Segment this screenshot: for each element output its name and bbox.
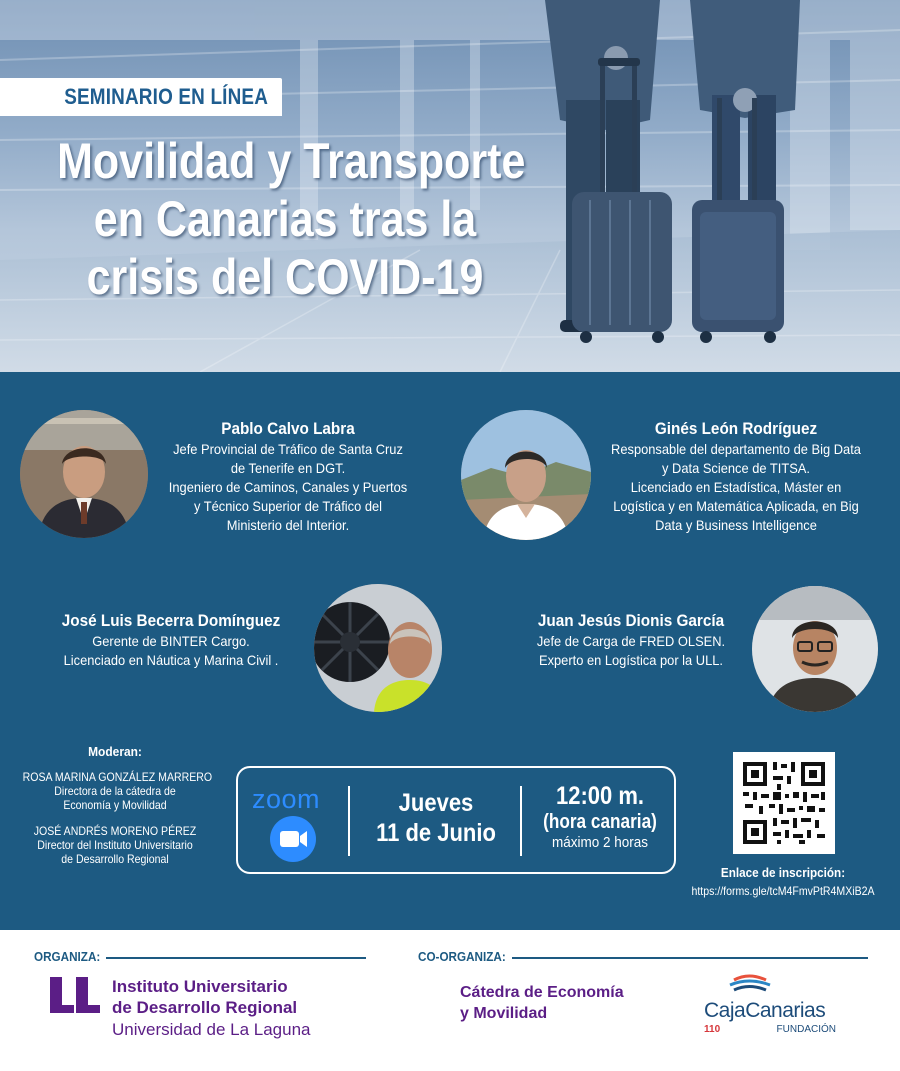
video-camera-icon [270, 816, 316, 862]
iudr-name [112, 976, 310, 1042]
zoom-logo: zoom [252, 784, 321, 814]
divider [106, 957, 366, 959]
moderator-role: Directora de la cátedra de [54, 784, 176, 798]
speaker-photo-juan-jesus [752, 586, 878, 712]
speaker-desc-line: Licenciado en Estadística, Máster en [630, 479, 842, 495]
event-time [530, 782, 670, 852]
event-weekday: Jueves [398, 789, 474, 817]
divider [512, 957, 868, 959]
speaker-name: Ginés León Rodríguez [654, 419, 818, 438]
seminar-badge-text: SEMINARIO EN LÍNEA [64, 84, 268, 109]
moderator-name: ROSA MARINA GONZÁLEZ MARRERO [22, 770, 213, 784]
speaker-card-juan-jesus [518, 610, 744, 670]
cajacanarias-waves-icon [704, 972, 844, 994]
divider [520, 786, 522, 856]
divider [348, 786, 350, 856]
moderator-name: JOSÉ ANDRÉS MORENO PÉREZ [33, 824, 197, 838]
event-day: 11 de Junio [376, 819, 496, 847]
moderators-block [10, 744, 220, 866]
speaker-name: José Luis Becerra Domínguez [61, 611, 281, 630]
seminar-badge [0, 78, 282, 116]
iudr-line: Universidad de La Laguna [112, 1020, 311, 1039]
registration-link[interactable]: https://forms.gle/tcM4FmvPtR4MXiB2A [691, 884, 875, 898]
speaker-desc-line: Ministerio del Interior. [226, 517, 350, 533]
speaker-card-jose-luis [42, 610, 300, 670]
moderator-role: de Desarrollo Regional [61, 852, 169, 866]
organiza-label: ORGANIZA: [34, 949, 101, 964]
speaker-desc-line: Jefe Provincial de Tráfico de Santa Cruz [173, 441, 403, 457]
speaker-name: Juan Jesús Dionis García [537, 611, 725, 630]
cajacanarias-sub [704, 1023, 844, 1037]
event-duration: máximo 2 horas [551, 834, 649, 851]
moderator-role: Economía y Movilidad [63, 798, 167, 812]
speaker-desc-line: de Tenerife en DGT. [230, 460, 346, 476]
registration-label: Enlace de inscripción: [720, 865, 846, 880]
moderator-role: Director del Instituto Universitario [37, 838, 193, 852]
catedra-line: y Movilidad [460, 1005, 548, 1022]
event-date [366, 788, 507, 848]
speaker-photo-jose-luis [314, 584, 442, 712]
hero-banner [0, 0, 900, 372]
coorganiza-label: CO-ORGANIZA: [418, 949, 506, 964]
moderators-label: Moderan: [88, 744, 142, 759]
speaker-name: Pablo Calvo Labra [221, 419, 355, 438]
speaker-desc-line: Experto en Logística por la ULL. [538, 652, 723, 668]
event-timezone: (hora canaria) [543, 811, 657, 833]
speaker-desc-line: Gerente de BINTER Cargo. [92, 633, 250, 649]
cajacanarias-name: CajaCanarias [704, 999, 826, 1022]
cajacanarias-fundacion: FUNDACIÓN [776, 1024, 836, 1035]
speaker-description [52, 632, 289, 670]
speaker-desc-line: Jefe de Carga de FRED OLSEN. [536, 633, 726, 649]
speaker-desc-line: y Data Science de TITSA. [662, 460, 810, 476]
speaker-desc-line: Ingeniero de Caminos, Canales y Puertos [168, 479, 408, 495]
speaker-desc-line: Data y Business Intelligence [655, 517, 817, 533]
title-line-2: en Canarias tras la [93, 191, 477, 247]
registration-block [672, 864, 894, 900]
seminar-title [20, 132, 550, 306]
speaker-desc-line: Logística y en Matemática Aplicada, en Big [613, 498, 859, 514]
speaker-photo-gines [461, 410, 591, 540]
speaker-card-gines [598, 418, 874, 535]
speaker-description [527, 632, 735, 670]
iudr-logo-icon [48, 975, 102, 1020]
speaker-desc-line: y Técnico Superior de Tráfico del [193, 498, 383, 514]
anniversary-badge: 110 [704, 1024, 721, 1035]
event-details-box [236, 766, 676, 874]
speaker-description [609, 440, 863, 535]
title-line-3: crisis del COVID-19 [86, 249, 484, 305]
iudr-line: Instituto Universitario [112, 977, 288, 996]
speaker-photo-pablo [20, 410, 148, 538]
catedra-line: Cátedra de Economía [460, 984, 624, 1001]
speaker-desc-line: Responsable del departamento de Big Data [611, 441, 861, 457]
title-line-1: Movilidad y Transporte [57, 133, 526, 189]
event-hour: 12:00 m. [555, 782, 645, 810]
iudr-line: de Desarrollo Regional [112, 998, 298, 1017]
catedra-name [460, 982, 624, 1024]
speaker-desc-line: Licenciado en Náutica y Marina Civil . [63, 652, 279, 668]
cajacanarias-logo [704, 972, 844, 1037]
speaker-description [168, 440, 407, 535]
speaker-card-pablo [158, 418, 418, 535]
qr-code-icon[interactable] [733, 752, 835, 854]
